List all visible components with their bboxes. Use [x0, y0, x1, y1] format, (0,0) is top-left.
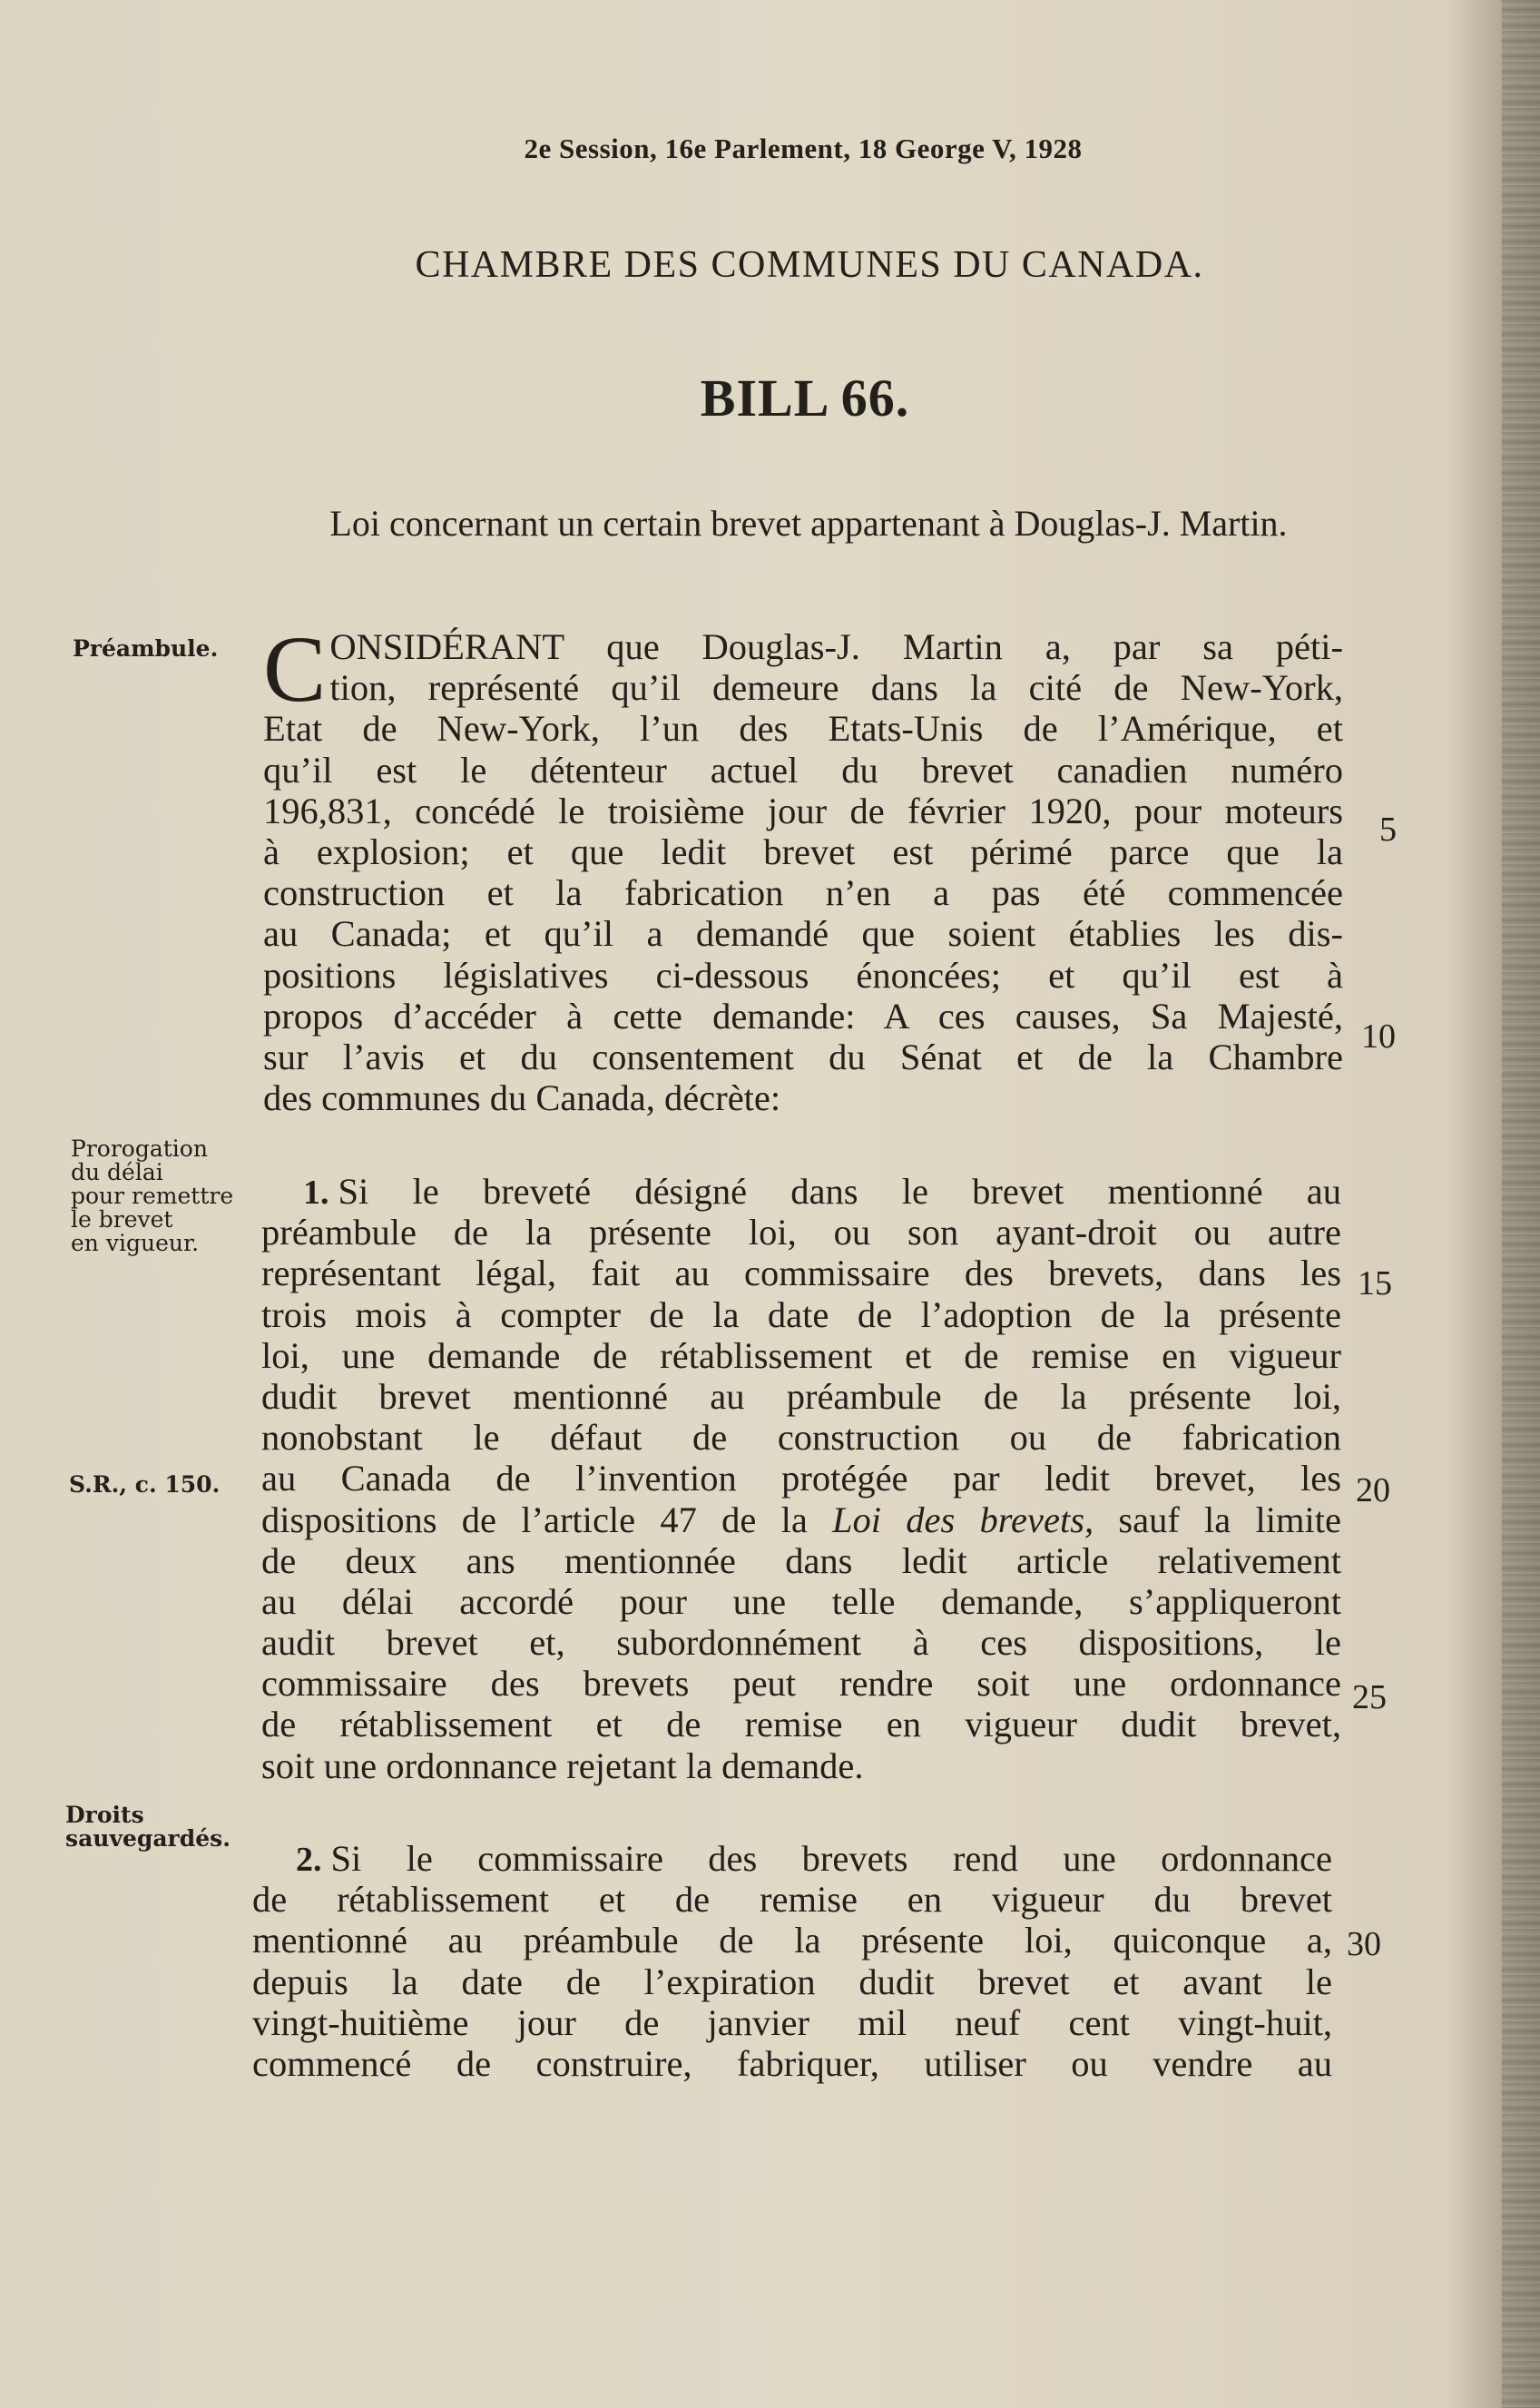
session-heading: 2e Session, 16e Parlement, 18 George V, 1928	[524, 133, 1083, 164]
house-heading: CHAMBRE DES COMMUNES DU CANADA.	[415, 244, 1204, 286]
preamble-line: propos d’accéder à cette demande: A ces causes, Sa Majesté,	[263, 995, 1343, 1037]
section-2-number: 2.	[296, 1841, 322, 1879]
section-1-first-line	[261, 1171, 1341, 1212]
section-2-line: de rétablissement et de remise en vigueur du brevet	[252, 1879, 1332, 1921]
section-2-line: vingt-huitième jour de janvier mil neuf cent vingt-huit,	[252, 2001, 1332, 2043]
section-2-line: commencé de construire, fabriquer, utiliser ou vendre au	[252, 2042, 1332, 2084]
drop-cap: C	[263, 617, 327, 722]
bill-number: BILL 66.	[700, 369, 910, 428]
line-number-5: 5	[1379, 811, 1397, 849]
section-1-number: 1.	[303, 1174, 329, 1212]
line-number-30: 30	[1347, 1925, 1381, 1963]
section-1-line: préambule de la présente loi, ou son ayant-droit ou autre	[261, 1212, 1341, 1253]
section-2-first-line	[252, 1838, 1332, 1879]
section-1-line: de rétablissement et de remise en vigueur dudit brevet,	[261, 1704, 1341, 1745]
section-1-line: au Canada de l’invention protégée par ledit brevet, les	[261, 1458, 1341, 1499]
preamble-line: tion, représenté qu’il demeure dans la cité de New-York,	[329, 667, 1343, 709]
line-number-15: 15	[1358, 1264, 1392, 1302]
preamble-line: qu’il est le détenteur actuel du brevet canadien numéro	[263, 749, 1343, 791]
margin-note-preamble: Préambule.	[73, 635, 219, 662]
section-1-italic-line	[261, 1499, 1341, 1540]
margin-note-section-1: Prorogation du délai pour remettre le brevet en vigueur.	[71, 1135, 234, 1256]
section-1-line: audit brevet et, subordonnément à ces dispositions, le	[261, 1622, 1341, 1664]
preamble-paragraph	[263, 617, 1343, 1119]
preamble-line: 196,831, concédé le troisième jour de février 1920, pour moteurs	[263, 790, 1343, 831]
section-1-line: représentant légal, fait au commissaire des brevets, dans les	[261, 1253, 1341, 1294]
act-reference-italic: Loi des brevets,	[832, 1499, 1094, 1540]
section-1-line: de deux ans mentionnée dans ledit article relativement	[261, 1539, 1341, 1581]
section-1-line: dudit brevet mentionné au préambule de la présente loi,	[261, 1375, 1341, 1417]
line-number-25: 25	[1352, 1678, 1387, 1716]
section-2-line: depuis la date de l’expiration dudit brevet et avant le	[252, 1961, 1332, 2002]
preamble-line: Etat de New-York, l’un des Etats-Unis de l’Amérique, et	[263, 708, 1343, 750]
section-2-line: mentionné au préambule de la présente loi, quiconque a,	[252, 1920, 1332, 1961]
margin-note-section-2: Droits sauvegardés.	[65, 1802, 231, 1852]
italic-line-pre: dispositions de l’article 47 de la	[261, 1499, 808, 1540]
line-number-20: 20	[1356, 1471, 1390, 1509]
preamble-line: construction et la fabrication n’en a pas été commencée	[263, 872, 1343, 914]
preamble-line: positions législatives ci-dessous énoncées; et qu’il est à	[263, 954, 1343, 996]
preamble-line: des communes du Canada, décrète:	[263, 1077, 781, 1119]
preamble-line: à explosion; et que ledit brevet est périmé parce que la	[263, 831, 1343, 872]
section-1-line: nonobstant le défaut de construction ou de fabrication	[261, 1417, 1341, 1459]
margin-note-statute-reference: S.R., c. 150.	[69, 1471, 221, 1498]
section-1-line: commissaire des brevets peut rendre soit une ordonnance	[261, 1663, 1341, 1705]
italic-line-post: sauf la limite	[1118, 1499, 1341, 1540]
page-edge-shadow	[1502, 0, 1540, 2408]
section-1-line: trois mois à compter de la date de l’adoption de la présente	[261, 1293, 1341, 1335]
section-2-paragraph	[252, 1838, 1332, 2084]
act-title: Loi concernant un certain brevet appartenant à Douglas-J. Martin.	[329, 503, 1288, 544]
section-1-line: au délai accordé pour une telle demande, s’appliqueront	[261, 1580, 1341, 1622]
line-number-10: 10	[1361, 1017, 1396, 1056]
section-1-paragraph	[261, 1171, 1341, 1786]
section-1-line: soit une ordonnance rejetant la demande.	[261, 1745, 864, 1786]
preamble-line: ONSIDÉRANT que Douglas-J. Martin a, par sa péti-	[329, 626, 1343, 667]
section-1-line: loi, une demande de rétablissement et de remise en vigueur	[261, 1334, 1341, 1376]
section-1-first-line-text: Si le breveté désigné dans le brevet mentionné au	[338, 1171, 1341, 1212]
preamble-line: sur l’avis et du consentement du Sénat et de la Chambre	[263, 1036, 1343, 1077]
preamble-line: au Canada; et qu’il a demandé que soient établies les dis-	[263, 913, 1343, 955]
section-2-first-line-text: Si le commissaire des brevets rend une ordonnance	[330, 1838, 1332, 1879]
